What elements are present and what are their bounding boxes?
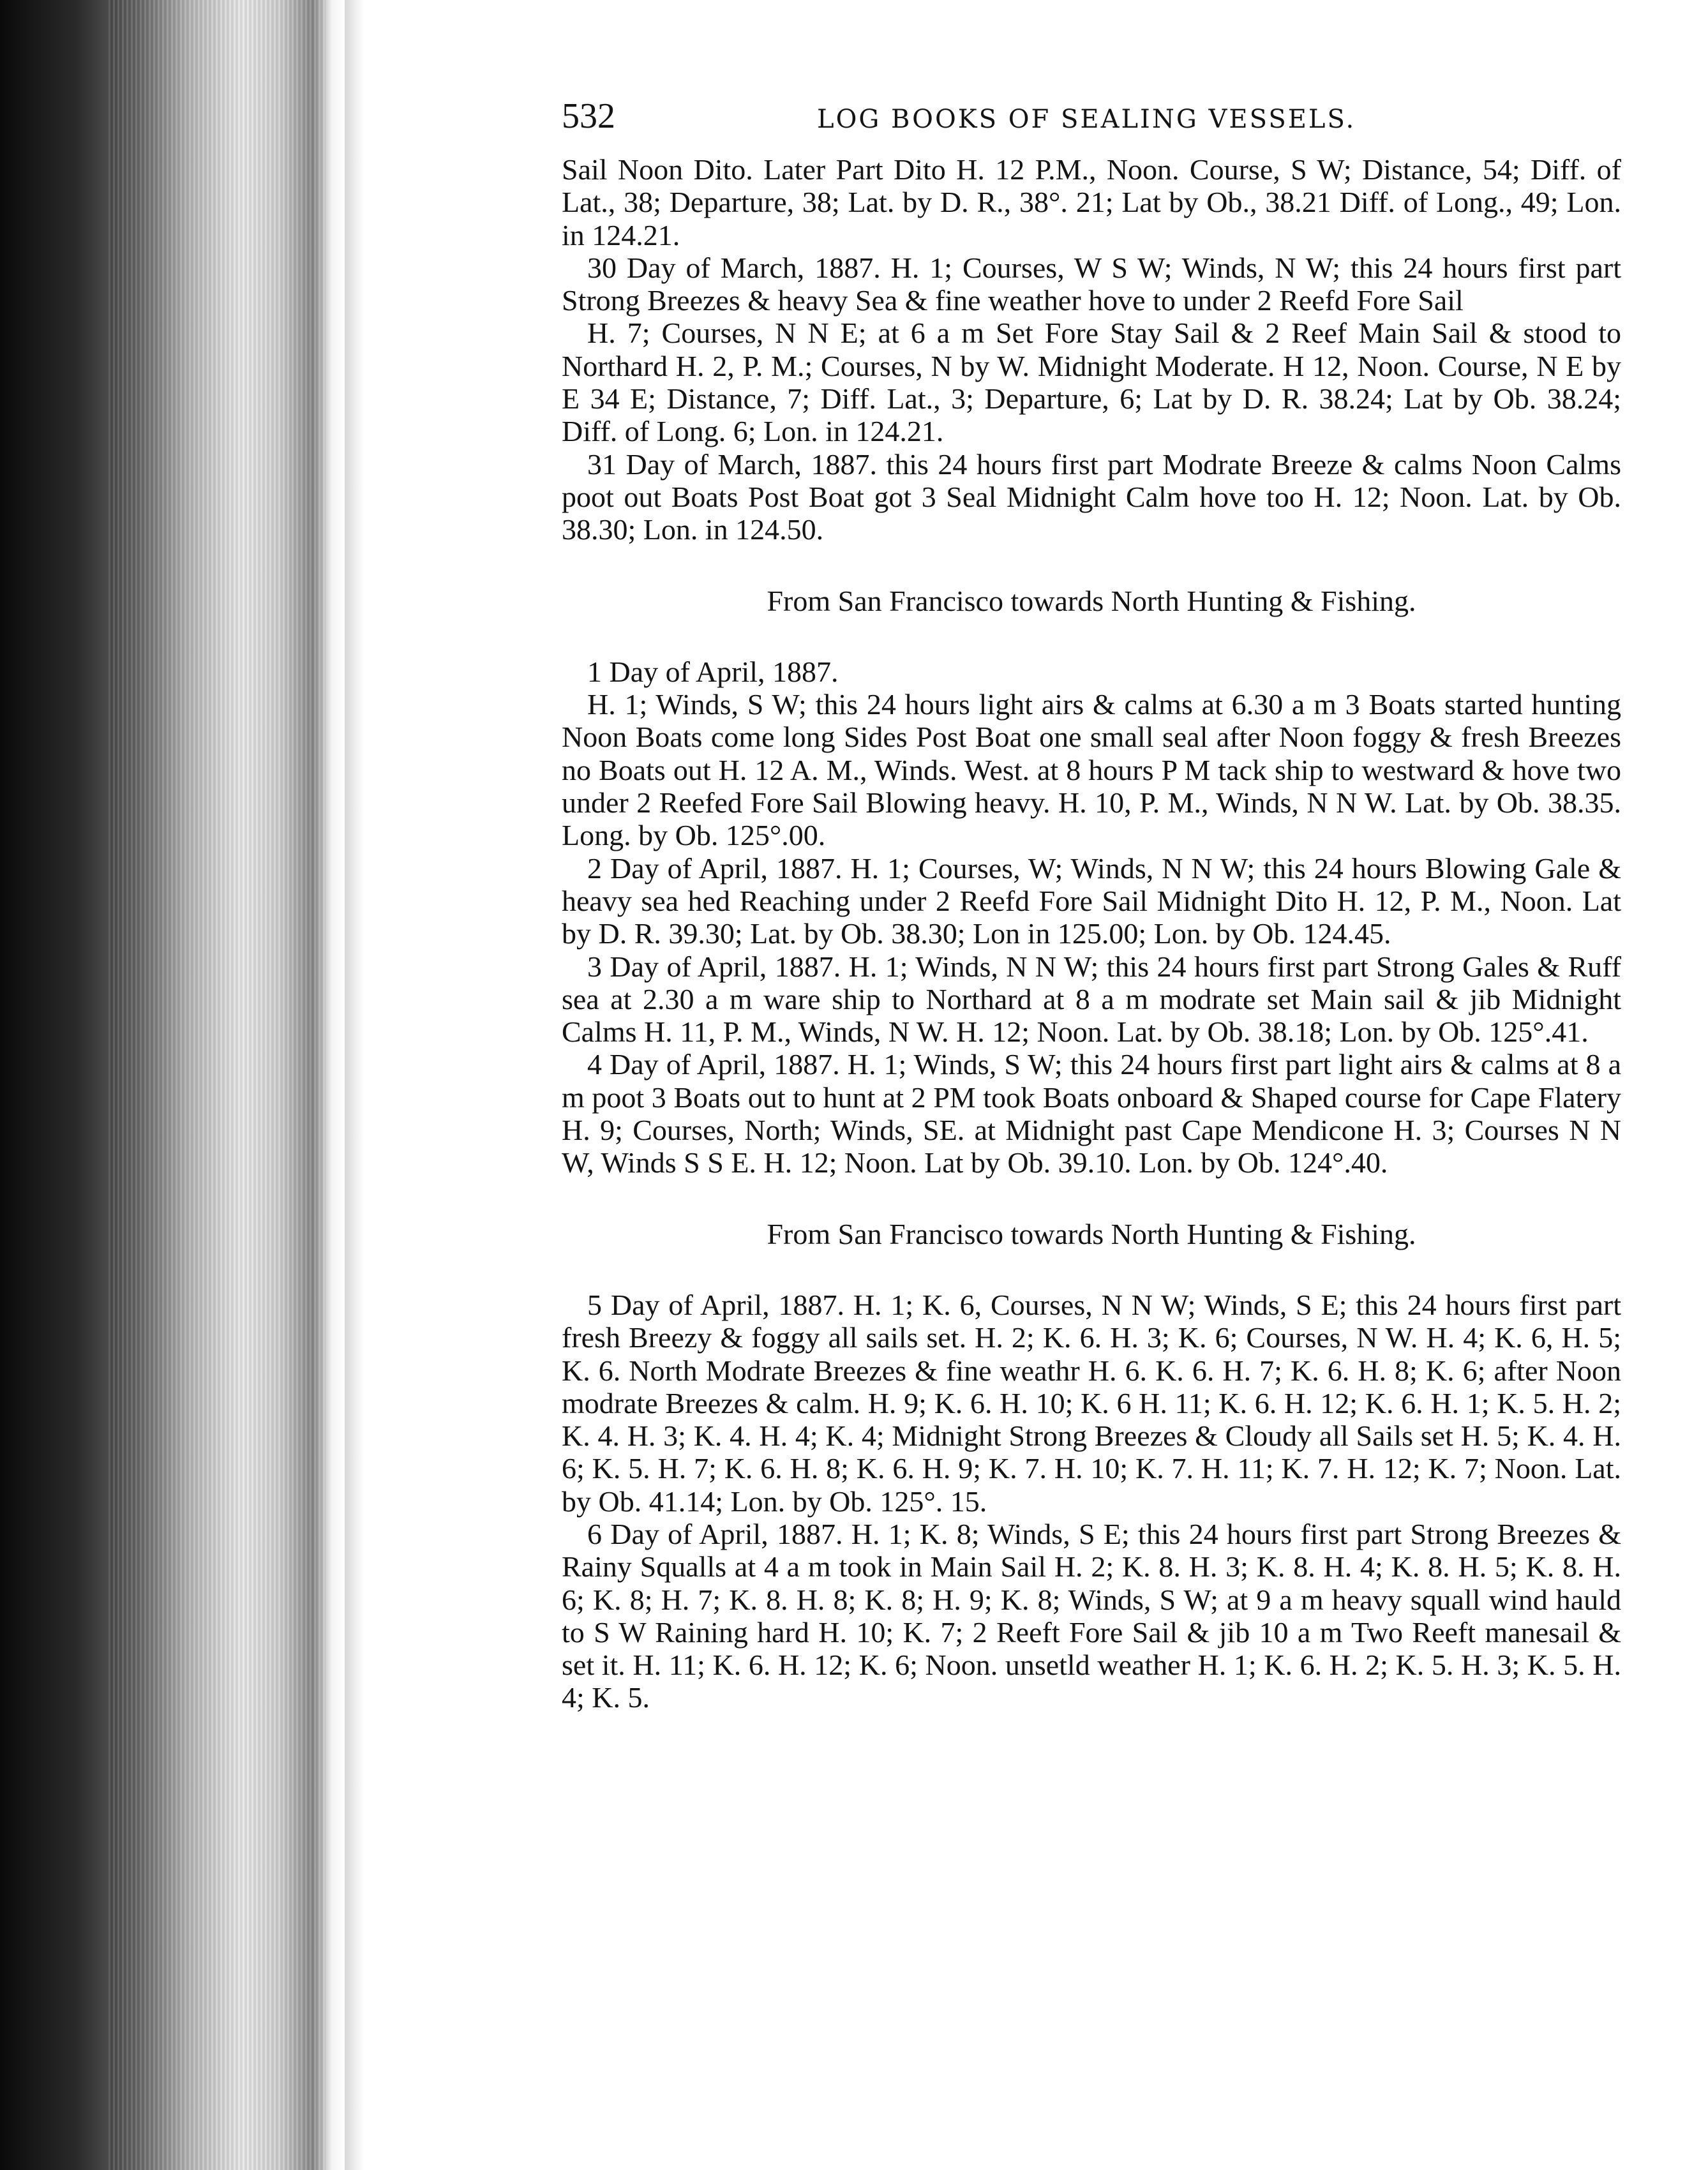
log-entry-april-5: 5 Day of April, 1887. H. 1; K. 6, Courses, N N W; Winds, S E; this 24 hours first part fresh Breezy & foggy all sails set. H. 2; K. 6. H. 3; K. 6; Courses, N W. H. 4; K. 6, H. 5; K. 6. North Modrate Breezes & fine weathr H. 6. K. 6. H. 7; K. 6. H. 8; K. 6; after Noon modrate Breezes & calm. H. 9; K. 6. H. 10; K. 6 H. 11; K. 6. H. 12; K. 6. H. 1; K. 5. H. 2; K. 4. H. 3; K. 4. H. 4; K. 4; Midnight Strong Breezes & Cloudy all Sails set H. 5; K. 4. H. 6; K. 5. H. 7; K. 6. H. 8; K. 6. H. 9; K. 7. H. 10; K. 7. H. 11; K. 7. H. 12; K. 7; Noon. Lat. by Ob. 41.14; Lon. by Ob. 125°. 15. (562, 1288, 1621, 1518)
running-title: LOG BOOKS OF SEALING VESSELS. (817, 105, 1356, 134)
log-entry-march-31: 31 Day of March, 1887. this 24 hours first part Modrate Breeze & calms Noon Calms poot out Boats Post Boat got 3 Seal Midnight Calm hove too H. 12; Noon. Lat. by Ob. 38.30; Lon. in 124.50. (562, 447, 1621, 546)
log-entry-april-1: H. 1; Winds, S W; this 24 hours light airs & calms at 6.30 a m 3 Boats started hunting Noon Boats come long Sides Post Boat one small seal after Noon foggy & fresh Breezes no Boats out H. 12 A. M., Winds. West. at 8 hours P M tack ship to westward & hove two under 2 Reefed Fore Sail Blowing heavy. H. 10, P. M., Winds, N N W. Lat. by Ob. 38.35. Long. by Ob. 125°.00. (562, 688, 1621, 852)
log-entry-april-3: 3 Day of April, 1887. H. 1; Winds, N N W; this 24 hours first part Strong Gales & Ruff sea at 2.30 a m ware ship to Northard at 8 a m modrate set Main sail & jib Midnight Calms H. 11, P. M., Winds, N W. H. 12; Noon. Lat. by Ob. 38.18; Lon. by Ob. 125°.41. (562, 950, 1621, 1049)
log-entry-continuation: Sail Noon Dito. Later Part Dito H. 12 P.M., Noon. Course, S W; Distance, 54; Diff. of Lat., 38; Departure, 38; Lat. by D. R., 38°. 21; Lat by Ob., 38.21 Diff. of Long., 49; Lon. in 124.21. (562, 153, 1621, 251)
book-page (562, 96, 1621, 1714)
log-entry-april-2: 2 Day of April, 1887. H. 1; Courses, W; Winds, N N W; this 24 hours Blowing Gale & heavy sea hed Reaching under 2 Reefd Fore Sail Midnight Dito H. 12, P. M., Noon. Lat by D. R. 39.30; Lat. by Ob. 38.30; Lon in 125.00; Lon. by Ob. 124.45. (562, 851, 1621, 950)
section-heading: From San Francisco towards North Hunting & Fishing. (767, 584, 1416, 617)
page-edge-texture (109, 0, 326, 2170)
log-entry-april-1-date: 1 Day of April, 1887. (587, 655, 839, 688)
page-number: 532 (562, 96, 615, 136)
page-gutter-shadow (345, 0, 364, 2170)
section-heading: From San Francisco towards North Hunting & Fishing. (767, 1217, 1416, 1250)
log-entry-march-30: 30 Day of March, 1887. H. 1; Courses, W S W; Winds, N W; this 24 hours first part Strong Breezes & heavy Sea & fine weather hove to under 2 Reefd Fore Sail (562, 251, 1621, 317)
page-header (562, 96, 1621, 153)
page-body (562, 153, 1621, 1714)
log-entry-march-30-cont: H. 7; Courses, N N E; at 6 a m Set Fore Stay Sail & 2 Reef Main Sail & stood to Northard H. 2, P. M.; Courses, N by W. Midnight Moderate. H 12, Noon. Course, N E by E 34 E; Distance, 7; Diff. Lat., 3; Departure, 6; Lat by D. R. 38.24; Lat by Ob. 38.24; Diff. of Long. 6; Lon. in 124.21. (562, 317, 1621, 448)
log-entry-april-6: 6 Day of April, 1887. H. 1; K. 8; Winds, S E; this 24 hours first part Strong Breezes & Rainy Squalls at 4 a m took in Main Sail H. 2; K. 8. H. 3; K. 8. H. 4; K. 8. H. 5; K. 8. H. 6; K. 8; H. 7; K. 8. H. 8; K. 8; H. 9; K. 8; Winds, S W; at 9 a m heavy squall wind hauld to S W Raining hard H. 10; K. 7; 2 Reeft Fore Sail & jib 10 a m Two Reeft manesail & set it. H. 11; K. 6. H. 12; K. 6; Noon. unsetld weather H. 1; K. 6. H. 2; K. 5. H. 3; K. 5. H. 4; K. 5. (562, 1517, 1621, 1714)
log-entry-april-4: 4 Day of April, 1887. H. 1; Winds, S W; this 24 hours first part light airs & calms at 8 a m poot 3 Boats out to hunt at 2 PM took Boats onboard & Shaped course for Cape Flatery H. 9; Courses, North; Winds, SE. at Midnight past Cape Mendicone H. 3; Courses N N W, Winds S S E. H. 12; Noon. Lat by Ob. 39.10. Lon. by Ob. 124°.40. (562, 1048, 1621, 1179)
